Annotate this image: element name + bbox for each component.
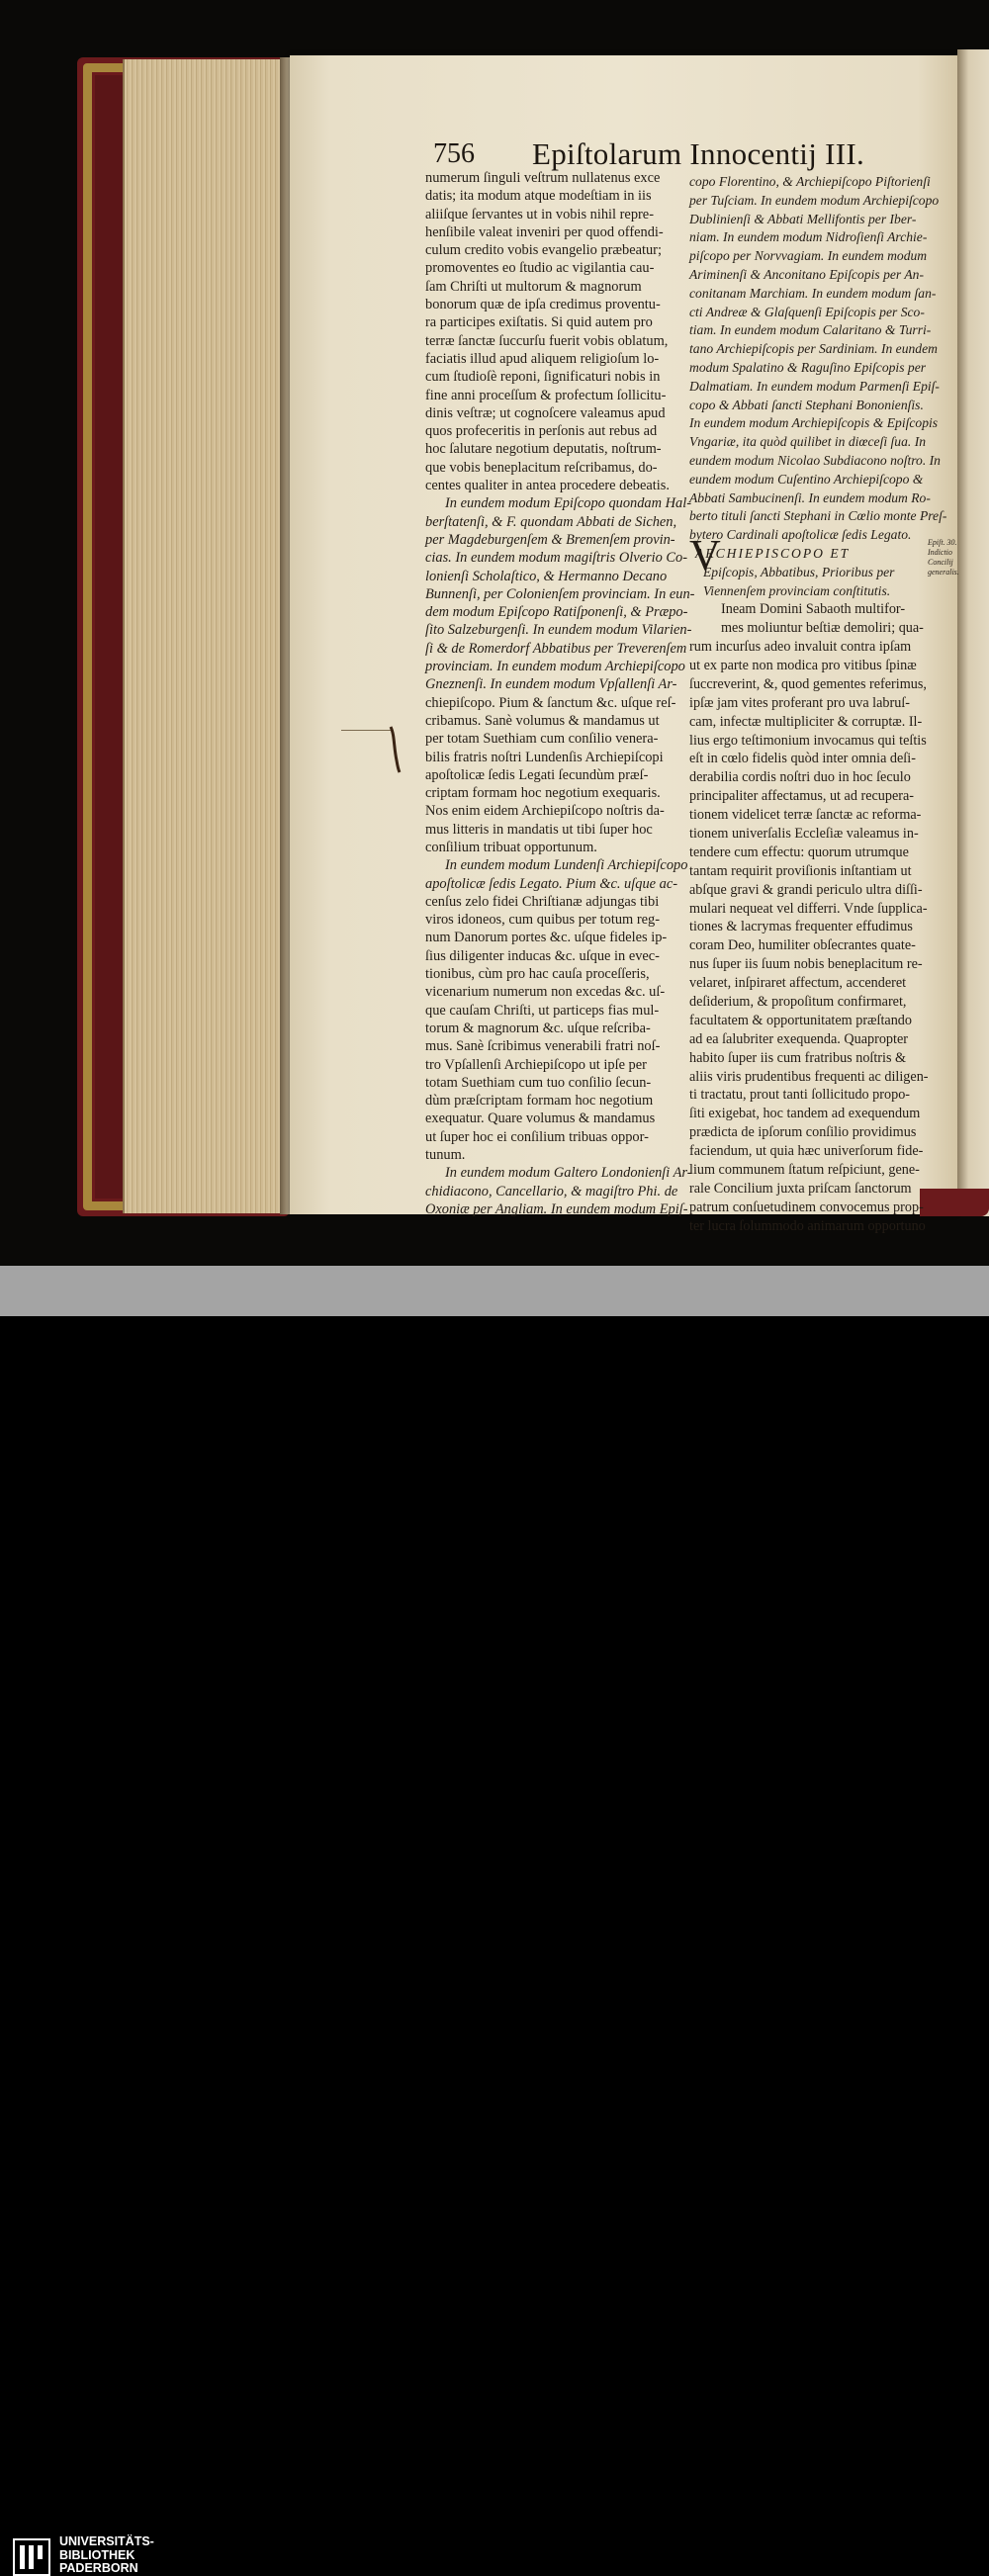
text-line: per Tuſciam. In eundem modum Archiepiſcopo — [689, 192, 940, 208]
library-name-line-2: BIBLIOTHEK — [59, 2547, 135, 2562]
library-name-line-1: UNIVERSITÄTS- — [59, 2534, 154, 2548]
library-logo-icon — [13, 2538, 50, 2576]
text-line: deſiderium, & propoſitum confirmaret, — [689, 994, 907, 1011]
text-line: tano Archiepiſcopis per Sardiniam. In eundem — [689, 341, 938, 357]
text-line: faciendum, ut quia hæc univerſorum fide- — [689, 1143, 924, 1160]
text-line: cum ſtudioſè reponi, ſignificaturi nobis in — [425, 369, 661, 386]
text-line: abſque gravi & grandi periculo ultra diſſi- — [689, 881, 923, 898]
text-line: centes qualiter in antea procedere debeatis. — [425, 478, 670, 494]
text-line: henſibile valeat inveniri per quod offendi- — [425, 223, 664, 240]
text-line: chiepiſcopo. Pium & ſanctum &c. uſque reſ- — [425, 694, 676, 711]
text-line: In eundem modum Galtero Londonienſi Ar- — [445, 1165, 692, 1182]
section-heading: ARCHIEPISCOPO ET — [695, 545, 851, 561]
text-line: In eundem modum Lundenſi Archiepiſcopo — [445, 857, 688, 874]
text-line: modum Spalatino & Raguſino Epiſcopis per — [689, 359, 927, 375]
text-line: tiam. In eundem modum Calaritano & Turri- — [689, 322, 932, 338]
back-cover-corner — [920, 1189, 989, 1216]
text-line: aliis viris prudentibus frequenti ac diligen- — [689, 1068, 929, 1085]
text-line: per totam Suethiam cum conſilio venera- — [425, 731, 659, 748]
text-line: mes moliuntur beſtiæ demoliri; qua- — [721, 620, 924, 637]
left-text-column — [425, 169, 695, 1218]
text-line: apoſtolicæ ſedis Legato. Pium &c. uſque ac- — [425, 875, 677, 892]
text-line: lonienſi Scholaſtico, & Hermanno Decano — [425, 568, 668, 584]
text-line: fine anni proceſſum & profectum ſollicitu- — [425, 387, 667, 403]
text-line: cribamus. Sanè volumus & mandamus ut — [425, 712, 660, 729]
text-line: num Danorum portes &c. uſque fideles ip- — [425, 930, 668, 946]
text-line: lius ergo teſtimonium invocamus qui teſtis — [689, 732, 927, 749]
text-line: principaliter affectamus, ut ad recupera- — [689, 788, 915, 805]
text-line: aliiſque ſervantes ut in vobis nihil repre- — [425, 206, 654, 222]
page-number: 756 — [433, 138, 475, 169]
text-line: bilis fratris noſtri Lundenſis Archiepiſcopi — [425, 749, 664, 765]
text-line: Gneznenſi. In eundem modum Vpſallenſi Ar- — [425, 676, 677, 693]
text-line: lium communem ſtatum reſpiciunt, gene- — [689, 1162, 920, 1179]
right-column-top — [689, 173, 947, 545]
text-line: ſuccreverint, &, quod gementes referimus, — [689, 675, 927, 692]
text-line: per Magdeburgenſem & Bremenſem provin- — [425, 531, 675, 548]
text-line: tionem videlicet terræ ſanctæ ac reforma- — [689, 807, 922, 824]
text-line: tunum. — [425, 1147, 466, 1164]
text-line: prædicta de ipſorum conſilio providimus — [689, 1124, 917, 1141]
text-line: berto tituli ſancti Stephani in Cœlio monte Preſ- — [689, 508, 947, 524]
text-line: criptam formam hoc negotium exequaris. — [425, 785, 661, 802]
text-line: berſtatenſi, & F. quondam Abbati de Sichen, — [425, 513, 677, 530]
text-line: eundem modum Cuſentino Archiepiſcopo & — [689, 471, 924, 487]
text-line: apoſtolicæ ſedis Legati ſecundùm præſ- — [425, 766, 649, 783]
text-line: terræ ſanctæ ſuccurſu fuerit vobis oblatum, — [425, 332, 669, 349]
text-line: ra participes exiſtatis. Si quid autem pro — [425, 314, 653, 331]
text-line: exequatur. Quare volumus & mandamus — [425, 1110, 656, 1127]
text-line: dinis veſtræ; ut cognoſcere valeamus apud — [425, 404, 666, 421]
text-line: tionem univerſalis Eccleſiæ valeamus in- — [689, 826, 919, 843]
text-line: Dalmatiam. In eundem modum Parmenſi Epiſ- — [689, 378, 940, 394]
text-line: derabilia cordis noſtri duo in hoc ſeculo — [689, 769, 911, 786]
text-line: tendere cum effectu: quorum utrumque — [689, 844, 909, 860]
text-line: mus. Sanè ſcribimus venerabili fratri noſ- — [425, 1038, 661, 1055]
text-line: que vobis beneplacitum reſcribamus, do- — [425, 459, 658, 476]
text-line: rale Concilium juxta priſcam ſanctorum — [689, 1180, 912, 1197]
text-line: ut ſuper hoc ei conſilium tribuas oppor- — [425, 1128, 649, 1145]
text-line: piſcopo per Norvvagiam. In eundem modum — [689, 248, 928, 264]
text-line: Ineam Domini Sabaoth multifor- — [721, 601, 906, 618]
text-line: faciatis illud apud aliquem religioſum lo- — [425, 350, 660, 367]
text-line: patrum conſuetudinem convocemus prop- — [689, 1199, 924, 1215]
text-line: ſito Salzeburgenſi. In eundem modum Vilarien- — [425, 622, 692, 639]
text-line: dem modum Epiſcopo Ratiſponenſi, & Præpo- — [425, 604, 688, 621]
text-line: dùm præſcriptam formam hoc negotium — [425, 1093, 654, 1110]
text-line: numerum ſinguli veſtrum nullatenus exce — [425, 170, 661, 186]
text-line: niam. In eundem modum Nidroſienſi Archie- — [689, 229, 928, 245]
text-line: Vngariæ, ita quòd quilibet in diœceſi ſua. In — [689, 434, 927, 450]
facing-page-edge — [957, 49, 989, 1216]
drop-cap: V — [689, 531, 721, 579]
section-subheading-1: Epiſcopis, Abbatibus, Prioribus per — [703, 564, 895, 579]
text-line: mulari nequeat vel differri. Vnde ſupplica- — [689, 900, 928, 917]
text-line: coram Deo, humiliter obſecrantes quate- — [689, 937, 916, 954]
text-line: cenſus zelo fidei Chriſtianæ adjungas tibi — [425, 893, 660, 910]
text-line: tionibus, cùm pro hac cauſa proceſſeris, — [425, 966, 650, 983]
text-line: eundem modum Nicolao Subdiacono noſtro. In — [689, 452, 941, 468]
library-footer — [0, 1266, 989, 2575]
text-line: eſt in cœlo fidelis quòd inter omnia deſi- — [689, 751, 916, 767]
scanned-book-image — [0, 0, 989, 1266]
text-line: torum & magnorum &c. uſque reſcriba- — [425, 1020, 651, 1036]
text-line: tro Vpſallenſi Archiepiſcopo ut ipſe per — [425, 1056, 647, 1073]
right-column-body — [689, 600, 927, 1235]
text-line: vicenarium numerum non excedas &c. uſ- — [425, 984, 666, 1001]
library-name-line-3: PADERBORN — [59, 2561, 138, 2575]
text-line: In eundem modum Epiſcopo quondam Hal- — [445, 495, 691, 512]
text-line: viros idoneos, cum quibus per totum reg- — [425, 912, 661, 929]
text-line: tantam requirit proviſionis inſtantiam ut — [689, 862, 912, 879]
text-line: cias. In eundem modum magiſtris Olverio Co- — [425, 550, 687, 567]
text-line: datis; ita modum atque modeſtiam in iis — [425, 188, 652, 205]
text-line: ipſæ jam vites proferant pro uva labruſ- — [689, 694, 910, 711]
text-line: ti tractatu, prout tanti ſollicitudo propo- — [689, 1087, 911, 1104]
text-line: Nos enim eidem Archiepiſcopo noſtris da- — [425, 803, 665, 820]
library-name — [59, 2535, 154, 2576]
text-line: promoventes eo ſtudio ac vigilantia cau- — [425, 260, 655, 277]
text-line: In eundem modum Archiepiſcopis & Epiſcopis — [689, 415, 939, 431]
text-line: tiones & lacrymas frequenter effudimus — [689, 919, 913, 935]
text-line: Dublinienſi & Abbati Mellifontis per Iber- — [689, 211, 917, 226]
text-line: provinciam. In eundem modum Archiepiſcopo — [425, 659, 685, 675]
text-line: conſilium tribuat opportunum. — [425, 839, 597, 855]
text-line: quos profeceritis in perſonis aut rebus ad — [425, 423, 658, 440]
text-line: ſam Chriſti ut multorum & magnorum — [425, 278, 642, 295]
text-line: Abbati Sambucinenſi. In eundem modum Ro- — [689, 489, 931, 505]
text-line: nus ſuper iis ſuum nobis beneplacitum re- — [689, 956, 923, 973]
text-line: Oxoniæ per Angliam. In eundem modum Epiſ- — [425, 1200, 688, 1217]
text-line: totam Suethiam cum tuo conſilio ſecun- — [425, 1074, 652, 1091]
running-head: Epiſtolarum Innocentij III. — [532, 136, 865, 171]
text-line: mus litteris in mandatis ut tibi ſuper hoc — [425, 821, 653, 838]
text-line: culum credito vobis evangelio præbeatur; — [425, 242, 662, 259]
text-line: Bunnenſi, per Colonienſem provinciam. In eun- — [425, 585, 695, 602]
text-line: rum incurſus adeo invaluit contra ipſam — [689, 639, 912, 656]
text-line: ut ex parte non modica pro vitibus ſpinæ — [689, 658, 917, 673]
text-line: cti Andreæ & Glaſquenſi Epiſcopis per Sco- — [689, 304, 925, 319]
text-line: habito ſuper iis cum fratribus noſtris & — [689, 1049, 907, 1066]
text-line: facultatem & opportunitatem præſtando — [689, 1012, 912, 1028]
page-mark — [388, 725, 402, 774]
text-line: cam, infectæ multipliciter & corruptæ. Il- — [689, 713, 923, 730]
text-line: conitanam Marchiam. In eundem modum ſan- — [689, 285, 937, 301]
text-line: bytero Cardinali apoſtolicæ ſedis Legato. — [689, 527, 912, 543]
text-line: chidiacono, Cancellario, & magiſtro Phi. de — [425, 1183, 678, 1199]
text-line: ſiti exigebat, hoc tandem ad exequendum — [689, 1106, 921, 1122]
text-line: ad ea ſalubriter exequenda. Quapropter — [689, 1030, 908, 1047]
text-line: que cauſam Chriſti, ut particeps fias mul- — [425, 1002, 660, 1019]
text-line: hoc ſalutare negotium deputatis, noſtrum- — [425, 441, 662, 458]
text-line: ter lucra ſolummodo animarum opportuno — [689, 1217, 926, 1234]
page-edges — [123, 59, 284, 1213]
pencil-mark — [341, 730, 391, 731]
text-line: copo Florentino, & Archiepiſcopo Piſtorienſi — [689, 174, 931, 189]
text-line: ſius diligenter inducas &c. uſque in evec- — [425, 947, 660, 964]
text-line: ſi & de Romerdorf Abbatibus per Treverenſem — [425, 640, 687, 657]
text-line: bonorum quæ de ipſa credimus proventu- — [425, 297, 661, 313]
section-subheading-2: Viennenſem provinciam conſtitutis. — [703, 582, 891, 598]
cover-inner-edge — [95, 75, 125, 1199]
text-line: copo & Abbati ſancti Stephani Bononienſis. — [689, 397, 924, 412]
text-line: Ariminenſi & Anconitano Epiſcopis per An- — [689, 266, 924, 282]
margin-note: Epiſt. 30. Indictio Concilij generalis. — [928, 538, 959, 577]
text-line: velaret, inſpiraret affectum, accenderet — [689, 975, 907, 992]
